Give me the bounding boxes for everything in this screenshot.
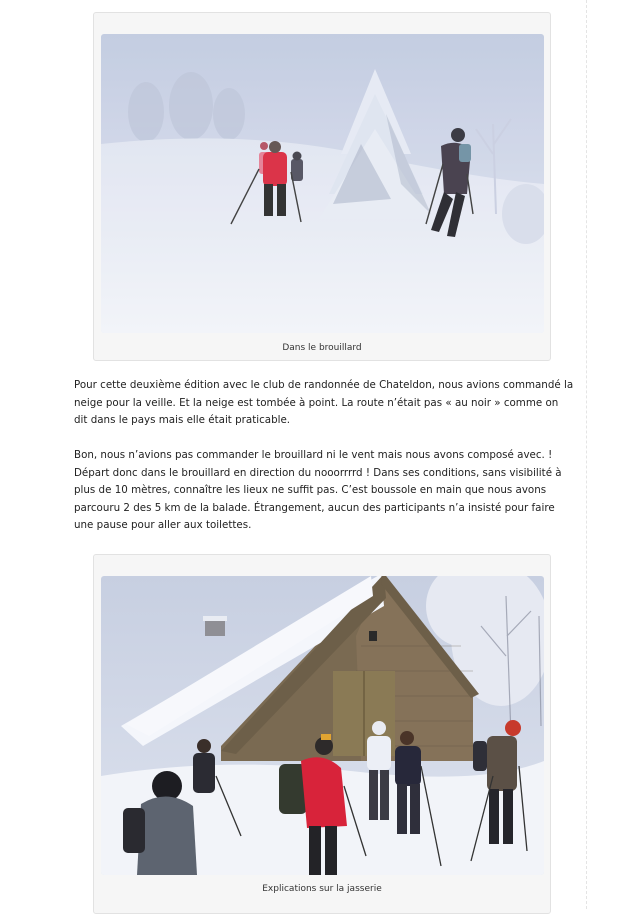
article-paragraph-1: Pour cette deuxième édition avec le club de randonnée de Chateldon, nous avions commandé la neige pour la veille. Et la neige est tombée à point. La route n’était pas « au noir » comme on dit dans le pays mais elle était praticable. [74,379,574,426]
article-paragraph-2: Bon, nous n’avions pas commander le brouillard ni le vent mais nous avons composé avec. ! Départ donc dans le brouillard en direction du nooorrrrd ! Dans ses conditions, sans visibilité à plus de 10 mètres, connaître les lieux ne suffit pas. C’est boussole en main que nous avons parcouru 2 des 5 km de la balade. Étrangement, aucun des participants n’a insisté pour faire une pause pour aller aux toilettes. [74,449,562,531]
photo-figure-fog [93,12,551,361]
hikers-by-snowy-jasserie-photo[interactable] [101,576,544,875]
photo-caption: Explications sur la jasserie [262,884,382,894]
content-edge-guide [586,0,587,909]
photo-figure-jasserie [93,554,551,914]
photo-caption: Dans le brouillard [282,343,362,353]
snowshoe-hikers-in-fog-photo[interactable] [101,34,544,333]
